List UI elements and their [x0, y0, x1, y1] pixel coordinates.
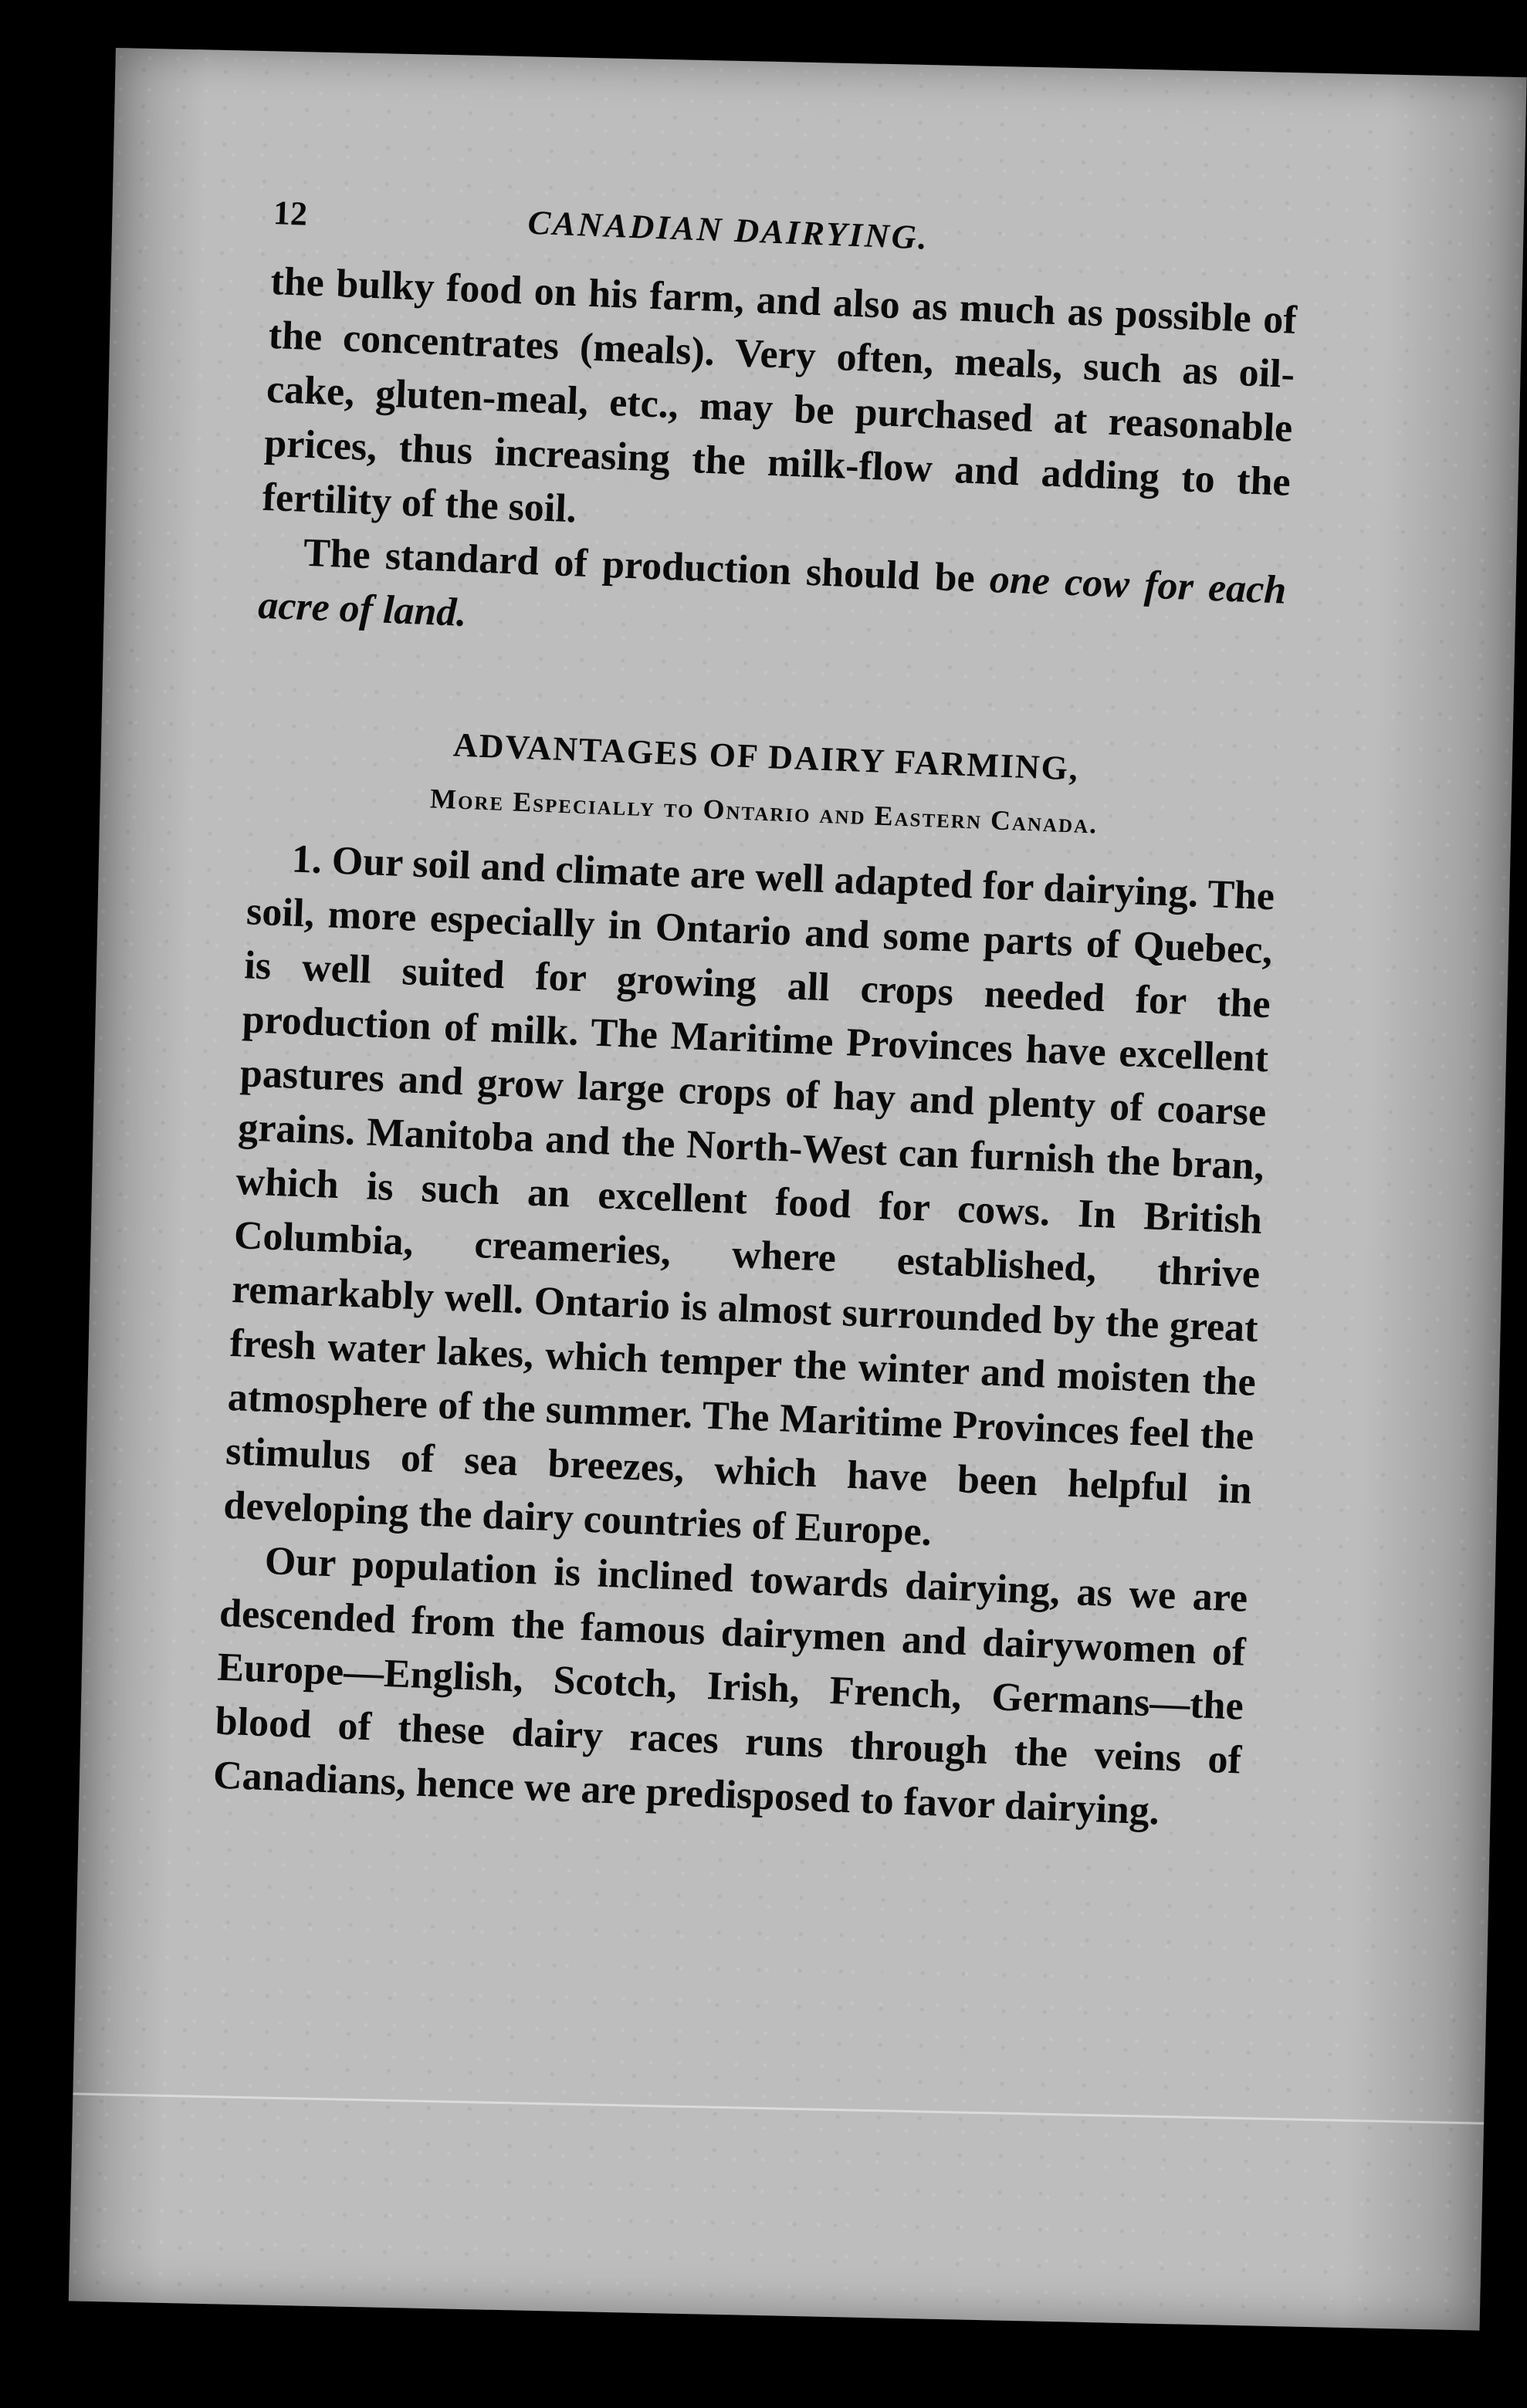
intro-paragraph: the bulky food on his farm, and also as much as possible of the concentrates (meals). Very often, meals, such as oil-cake, gluten-meal, etc., may be purchased at reasonable prices, thus increasing the milk-flow and adding to the fertility of the soil. [261, 259, 1298, 532]
standard-lead-text: The standard of production should be [303, 530, 991, 601]
page-content [212, 193, 1300, 1842]
standard-emphasis-text: one cow for each acre of land. [257, 556, 1288, 635]
advantage-1-paragraph: 1. Our soil and climate are well adapted for dairying. The soil, more especially in Ontario and some parts of Quebec, is well suited for growing all crops needed for the production of milk. The Maritime Provinces have excellent pastures and grow large crops of hay and plenty of coarse grains. Manitoba and the North-West can furnish the bran, which is such an excellent food for cows. In British Columbia, creameries, where established, thrive remarkably well. Ontario is almost surrounded by the great fresh water lakes, which temper the winter and moisten the atmosphere of the summer. The Maritime Provinces feel the stimulus of sea breezes, which have been helpful in developing the dairy countries of Europe. [222, 837, 1276, 1554]
section-heading: ADVANTAGES OF DAIRY FARMING, [452, 725, 1080, 788]
section-subheading: More Especially to Ontario and Eastern Canada. [429, 783, 1099, 840]
page-number: 12 [273, 193, 308, 233]
running-title: CANADIAN DAIRYING. [526, 203, 930, 257]
population-paragraph: Our population is inclined towards dairying, as we are descended from the famous dairymen and dairywomen of Europe—English, Scotch, Irish, French, Germans—the blood of these dairy races runs through the veins of Canadians, hence we are predisposed to favor dairying. [212, 1538, 1249, 1834]
scan-artifact-line [73, 2092, 1484, 2124]
